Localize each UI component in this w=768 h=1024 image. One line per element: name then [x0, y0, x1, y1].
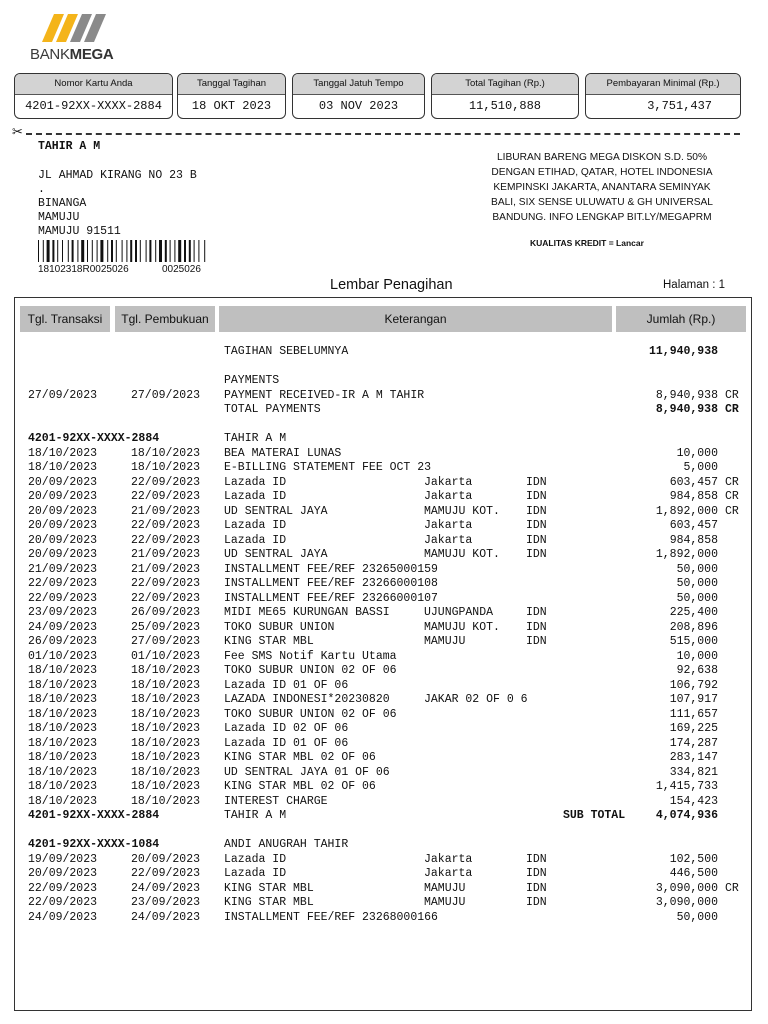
table-row: [0, 534, 768, 549]
trans-date: 22/09/2023: [28, 881, 98, 895]
card-number-box: [14, 73, 173, 119]
table-row: [0, 389, 768, 404]
description: INTEREST CHARGE: [224, 794, 328, 808]
col-header-amount: Jumlah (Rp.): [616, 306, 746, 332]
barcode-seq: 0025026: [162, 264, 201, 275]
table-row: [0, 606, 768, 621]
table-row: [0, 548, 768, 563]
credit-flag: CR: [725, 388, 739, 402]
table-row: [0, 664, 768, 679]
description: MIDI ME65 KURUNGAN BASSI: [224, 606, 390, 619]
description: Lazada ID: [224, 490, 287, 503]
trans-date: 19/09/2023: [28, 852, 98, 866]
table-row: [0, 476, 768, 491]
min-payment-value: 3,751,437: [647, 99, 712, 113]
country-code: IDN: [526, 490, 547, 503]
table-row: [0, 896, 768, 911]
merchant-city: Jakarta: [424, 533, 473, 547]
book-date: 18/10/2023: [131, 461, 201, 474]
amount: 5,000: [683, 461, 718, 474]
merchant-city: MAMUJU KOT.: [424, 548, 500, 561]
billing-date-label: Tanggal Tagihan: [178, 74, 285, 95]
description: INSTALLMENT FEE/REF 23265000159: [224, 562, 438, 576]
book-date: 27/09/2023: [131, 388, 201, 402]
description: INSTALLMENT FEE/REF 23268000166: [224, 910, 438, 924]
description: TOKO SUBUR UNION 02 OF 06: [224, 664, 397, 677]
country-code: IDN: [526, 606, 547, 619]
book-date: 20/09/2023: [131, 852, 201, 866]
description: Lazada ID 01 OF 06: [224, 678, 349, 692]
book-date: 18/10/2023: [131, 765, 201, 779]
table-row: [0, 679, 768, 694]
book-date: 22/09/2023: [131, 533, 201, 547]
table-row: [0, 461, 768, 476]
book-date: 21/09/2023: [131, 562, 201, 576]
table-row: [0, 563, 768, 578]
table-row: [0, 505, 768, 520]
col-header-trans-date: Tgl. Transaksi: [20, 306, 110, 332]
table-row: [0, 490, 768, 505]
trans-date: 26/09/2023: [28, 635, 98, 648]
amount: 1,892,000: [655, 548, 718, 561]
credit-flag: CR: [725, 881, 739, 895]
table-row: [0, 882, 768, 897]
min-payment-label: Pembayaran Minimal (Rp.): [586, 74, 740, 95]
description: UD SENTRAL JAYA: [224, 504, 328, 518]
country-code: IDN: [526, 881, 547, 895]
address-line-4: MAMUJU: [38, 211, 80, 224]
book-date: 22/09/2023: [131, 475, 201, 489]
due-date-label: Tanggal Jatuh Tempo: [293, 74, 424, 95]
book-date: 18/10/2023: [131, 664, 201, 677]
book-date: 18/10/2023: [131, 751, 201, 764]
due-date-value: 03 NOV 2023: [318, 99, 399, 113]
sheet-title: Lembar Penagihan: [330, 277, 453, 293]
trans-date: 18/10/2023: [28, 461, 98, 474]
country-code: IDN: [526, 867, 547, 880]
country-code: IDN: [526, 852, 547, 866]
table-row: [0, 447, 768, 462]
trans-date: 18/10/2023: [28, 722, 98, 735]
country-code: IDN: [526, 475, 547, 489]
table-row: [0, 867, 768, 882]
amount: 11,940,938: [648, 345, 718, 358]
table-row: [0, 838, 768, 853]
description: TOKO SUBUR UNION: [224, 620, 335, 634]
card-number-value: 4201-92XX-XXXX-2884: [25, 99, 162, 113]
description: TAHIR A M: [224, 809, 287, 822]
total-bill-box: [431, 73, 579, 119]
amount: 107,917: [669, 693, 718, 706]
trans-date: 18/10/2023: [28, 693, 98, 706]
description: UD SENTRAL JAYA: [224, 548, 328, 561]
trans-date: 21/09/2023: [28, 562, 98, 576]
country-code: IDN: [526, 504, 547, 518]
country-code: IDN: [526, 533, 547, 547]
amount: 1,415,733: [655, 780, 718, 793]
merchant-city: MAMUJU: [424, 881, 466, 895]
table-row: [0, 650, 768, 665]
country-code: IDN: [526, 620, 547, 634]
amount: 50,000: [676, 591, 718, 605]
trans-date: 01/10/2023: [28, 649, 98, 663]
cut-line: [26, 133, 740, 135]
promo-line: LIBURAN BARENG MEGA DISKON S.D. 50%: [496, 152, 708, 163]
description: TOTAL PAYMENTS: [224, 403, 321, 416]
table-row: [0, 809, 768, 824]
description: KING STAR MBL 02 OF 06: [224, 751, 376, 764]
page-number: Halaman : 1: [663, 279, 726, 291]
description: E-BILLING STATEMENT FEE OCT 23: [224, 461, 432, 474]
promo-line: KEMPINSKI JAKARTA, ANANTARA SEMINYAK: [493, 182, 711, 193]
country-code: IDN: [526, 635, 547, 648]
book-date: 01/10/2023: [131, 649, 201, 663]
col-header-description: Keterangan: [219, 306, 612, 332]
book-date: 18/10/2023: [131, 780, 201, 793]
country-code: IDN: [526, 548, 547, 561]
table-row: [0, 345, 768, 360]
credit-flag: CR: [725, 490, 739, 503]
book-date: 22/09/2023: [131, 577, 201, 590]
description: Lazada ID: [224, 475, 287, 489]
amount: 50,000: [676, 910, 718, 924]
book-date: 18/10/2023: [131, 693, 201, 706]
book-date: 25/09/2023: [131, 620, 201, 634]
amount: 334,821: [669, 765, 718, 779]
trans-date: 20/09/2023: [28, 867, 98, 880]
merchant-city: MAMUJU: [424, 896, 466, 909]
table-row: [0, 693, 768, 708]
promo-text: [468, 150, 736, 225]
trans-date: 18/10/2023: [28, 664, 98, 677]
table-row: [0, 519, 768, 534]
description: Lazada ID: [224, 867, 287, 880]
address-line-5: MAMUJU 91511: [38, 225, 121, 238]
description: Lazada ID 01 OF 06: [224, 736, 349, 750]
book-date: 24/09/2023: [131, 910, 201, 924]
trans-date: 20/09/2023: [28, 504, 98, 518]
merchant-city: MAMUJU KOT.: [424, 504, 500, 518]
scissors-icon: ✂: [12, 124, 23, 139]
amount: 102,500: [669, 852, 718, 866]
table-row: [0, 635, 768, 650]
description: KING STAR MBL: [224, 896, 314, 909]
barcode-code: 18102318R0025026: [38, 264, 129, 275]
amount: 8,940,938: [655, 388, 718, 402]
description: TAGIHAN SEBELUMNYA: [224, 345, 349, 358]
col-header-book-date: Tgl. Pembukuan: [115, 306, 215, 332]
book-date: 18/10/2023: [131, 707, 201, 721]
merchant-city: Jakarta: [424, 490, 473, 503]
table-row: [0, 592, 768, 607]
description: UD SENTRAL JAYA 01 OF 06: [224, 765, 390, 779]
table-row: [0, 374, 768, 389]
credit-flag: CR: [725, 504, 739, 518]
trans-date: 18/10/2023: [28, 446, 98, 460]
book-date: 22/09/2023: [131, 591, 201, 605]
trans-date: 20/09/2023: [28, 519, 98, 532]
book-date: 21/09/2023: [131, 504, 201, 518]
amount: 50,000: [676, 562, 718, 576]
amount: 10,000: [676, 649, 718, 663]
trans-date: 22/09/2023: [28, 896, 98, 909]
min-payment-box: [585, 73, 741, 119]
trans-date: 22/09/2023: [28, 591, 98, 605]
book-date: 22/09/2023: [131, 519, 201, 532]
amount: 4,074,936: [655, 809, 718, 822]
merchant-city: UJUNGPANDA: [424, 606, 494, 619]
trans-date: 24/09/2023: [28, 620, 98, 634]
table-row: [0, 911, 768, 926]
table-row: [0, 766, 768, 781]
credit-quality: KUALITAS KREDIT = Lancar: [530, 238, 644, 248]
description: Lazada ID 02 OF 06: [224, 722, 349, 735]
trans-date: 20/09/2023: [28, 533, 98, 547]
country-code: IDN: [526, 896, 547, 909]
trans-date: 20/09/2023: [28, 548, 98, 561]
trans-date: 18/10/2023: [28, 707, 98, 721]
description: Lazada ID: [224, 852, 287, 866]
merchant-city: Jakarta: [424, 475, 473, 489]
description: BEA MATERAI LUNAS: [224, 446, 342, 460]
amount: 92,638: [676, 664, 718, 677]
trans-date: 20/09/2023: [28, 475, 98, 489]
description: KING STAR MBL: [224, 881, 314, 895]
table-row: [0, 853, 768, 868]
table-row: [0, 751, 768, 766]
address-line-2: .: [38, 183, 45, 196]
amount: 208,896: [669, 620, 718, 634]
total-bill-label: Total Tagihan (Rp.): [432, 74, 578, 95]
card-number-label: Nomor Kartu Anda: [15, 74, 172, 95]
promo-line: BALI, SIX SENSE ULUWATU & GH UNIVERSAL: [491, 197, 713, 208]
table-row: [0, 780, 768, 795]
amount: 50,000: [676, 577, 718, 590]
amount: 1,892,000: [655, 504, 718, 518]
description: KING STAR MBL: [224, 635, 314, 648]
amount: 446,500: [669, 867, 718, 880]
trans-date: 4201-92XX-XXXX-1084: [28, 838, 160, 851]
amount: 8,940,938: [655, 403, 718, 416]
promo-line: BANDUNG. INFO LENGKAP BIT.LY/MEGAPRM: [492, 212, 712, 223]
book-date: 22/09/2023: [131, 490, 201, 503]
address-line-1: JL AHMAD KIRANG NO 23 B: [38, 169, 197, 182]
amount: 111,657: [669, 707, 718, 721]
credit-flag: CR: [725, 403, 739, 416]
table-row: [0, 722, 768, 737]
trans-date: 20/09/2023: [28, 490, 98, 503]
amount: 154,423: [669, 794, 718, 808]
trans-date: 18/10/2023: [28, 751, 98, 764]
description: Lazada ID: [224, 533, 287, 547]
book-date: 26/09/2023: [131, 606, 201, 619]
amount: 984,858: [669, 533, 718, 547]
description: TOKO SUBUR UNION 02 OF 06: [224, 707, 397, 721]
book-date: 18/10/2023: [131, 678, 201, 692]
address-line-3: BINANGA: [38, 197, 87, 210]
description: PAYMENT RECEIVED-IR A M TAHIR: [224, 388, 425, 402]
customer-name: TAHIR A M: [38, 140, 101, 153]
description: INSTALLMENT FEE/REF 23266000108: [224, 577, 438, 590]
book-date: 18/10/2023: [131, 794, 201, 808]
description: PAYMENTS: [224, 374, 280, 387]
book-date: 18/10/2023: [131, 722, 201, 735]
table-row: [0, 432, 768, 447]
book-date: 21/09/2023: [131, 548, 201, 561]
credit-flag: CR: [725, 475, 739, 489]
merchant-city: Jakarta: [424, 519, 473, 532]
merchant-city: JAKAR 02 OF 0 6: [424, 693, 528, 706]
amount: 169,225: [669, 722, 718, 735]
book-date: 24/09/2023: [131, 881, 201, 895]
trans-date: 18/10/2023: [28, 780, 98, 793]
bank-name: BANKMEGA: [30, 46, 114, 63]
description: KING STAR MBL 02 OF 06: [224, 780, 376, 793]
book-date: 18/10/2023: [131, 446, 201, 460]
amount: 984,858: [669, 490, 718, 503]
description: ANDI ANUGRAH TAHIR: [224, 838, 349, 851]
total-bill-value: 11,510,888: [468, 99, 541, 113]
trans-date: 18/10/2023: [28, 678, 98, 692]
amount: 10,000: [676, 446, 718, 460]
amount: 225,400: [669, 606, 718, 619]
amount: 3,090,000: [655, 881, 718, 895]
trans-date: 18/10/2023: [28, 794, 98, 808]
amount: 174,287: [669, 736, 718, 750]
book-date: 22/09/2023: [131, 867, 201, 880]
country-code: IDN: [526, 519, 547, 532]
merchant-city: MAMUJU KOT.: [424, 620, 500, 634]
trans-date: 4201-92XX-XXXX-2884: [28, 809, 160, 822]
due-date-box: [292, 73, 425, 119]
book-date: 23/09/2023: [131, 896, 201, 909]
table-row: [0, 577, 768, 592]
trans-date: 18/10/2023: [28, 765, 98, 779]
trans-date: 24/09/2023: [28, 910, 98, 924]
description: Fee SMS Notif Kartu Utama: [224, 649, 397, 663]
merchant-city: Jakarta: [424, 867, 473, 880]
billing-date-value: 18 OKT 2023: [191, 99, 272, 113]
amount: 603,457: [669, 519, 718, 532]
country-code: SUB TOTAL: [563, 809, 626, 822]
billing-date-box: [177, 73, 286, 119]
postal-barcode: [38, 240, 240, 262]
table-row: [0, 403, 768, 418]
table-row: [0, 737, 768, 752]
trans-date: 27/09/2023: [28, 388, 98, 402]
description: LAZADA INDONESI*20230820: [224, 693, 390, 706]
trans-date: 23/09/2023: [28, 606, 98, 619]
amount: 3,090,000: [655, 896, 718, 909]
table-row: [0, 621, 768, 636]
trans-date: 22/09/2023: [28, 577, 98, 590]
description: Lazada ID: [224, 519, 287, 532]
amount: 515,000: [669, 635, 718, 648]
book-date: 18/10/2023: [131, 736, 201, 750]
promo-line: DENGAN ETIHAD, QATAR, HOTEL INDONESIA: [491, 167, 713, 178]
table-row: [0, 795, 768, 810]
merchant-city: MAMUJU: [424, 635, 466, 648]
amount: 283,147: [669, 751, 718, 764]
description: INSTALLMENT FEE/REF 23266000107: [224, 591, 438, 605]
description: TAHIR A M: [224, 432, 287, 445]
trans-date: 18/10/2023: [28, 736, 98, 750]
merchant-city: Jakarta: [424, 852, 473, 866]
amount: 603,457: [669, 475, 718, 489]
trans-date: 4201-92XX-XXXX-2884: [28, 432, 160, 445]
book-date: 27/09/2023: [131, 635, 201, 648]
table-row: [0, 708, 768, 723]
amount: 106,792: [669, 678, 718, 692]
